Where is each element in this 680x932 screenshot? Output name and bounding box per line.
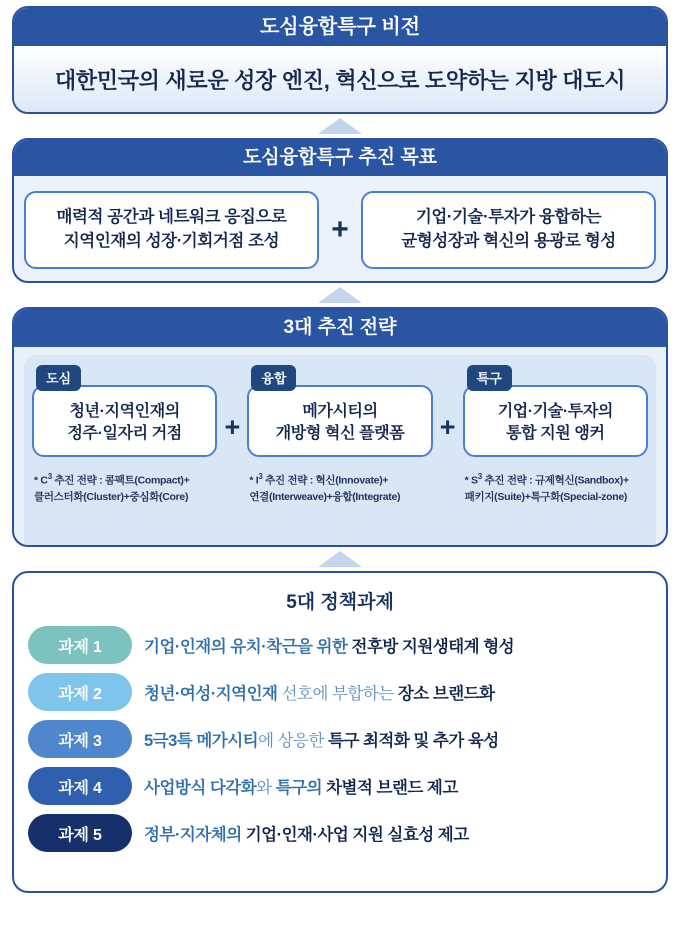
strategy-box-1 [32, 385, 217, 457]
task-text-1 [144, 633, 514, 657]
task-text-4-seg2: 차별적 브랜드 제고 [326, 779, 458, 797]
goal-box-1 [24, 191, 319, 269]
task-text-4-seg1soft: 와 [256, 779, 276, 797]
task-text-2-seg1: 청년·여성·지역인재 [144, 685, 282, 703]
vision-title: 도심융합특구 비전 [14, 8, 666, 46]
strategy-note-3-prefix: * S [464, 474, 478, 487]
goal-box-2 [361, 191, 656, 269]
strategy-note-2-line1: 추진 전략 : 혁신(Innovate)+ [262, 474, 389, 487]
task-text-4 [144, 774, 458, 798]
task-text-1-seg2: 전후방 지원생태계 형성 [351, 638, 515, 656]
task-text-5-seg1: 정부·지자체의 [144, 826, 246, 844]
strategy-note-2-sup: 3 [258, 472, 263, 481]
goal-box-2-line1: 기업·기술·투자가 융합하는 [415, 207, 602, 226]
task-badge-3: 과제 3 [28, 720, 132, 758]
strategy-note-1-prefix: * C [34, 474, 48, 487]
task-text-5 [144, 821, 469, 845]
task-text-2 [144, 680, 495, 704]
strategy-column-3 [463, 365, 648, 545]
task-text-3-seg2: 특구 최적화 및 추가 육성 [328, 732, 499, 750]
vision-card [12, 6, 668, 114]
strategy-box-1-line1: 청년·지역인재의 [69, 402, 180, 420]
tasks-title: 5대 정책과제 [286, 592, 394, 613]
task-text-4-seg1b: 특구의 [275, 779, 327, 797]
strategy-plus-icon-2: + [439, 411, 456, 442]
goal-card [12, 138, 668, 283]
task-text-4-seg1: 사업방식 다각화 [144, 779, 257, 797]
strategy-body [24, 355, 656, 547]
vision-statement: 대한민국의 새로운 성장 엔진, 혁신으로 도약하는 지방 대도시 [14, 46, 666, 112]
strategy-tag-1: 도심 [36, 365, 81, 391]
strategy-note-3-line2: 패키지(Suite)+특구화(Special-zone) [464, 490, 628, 503]
strategy-note-3 [463, 471, 648, 505]
strategy-box-1-line2: 정주·일자리 거점 [67, 425, 182, 442]
strategy-column-1 [32, 365, 217, 545]
strategy-note-2-prefix: * I [249, 474, 259, 487]
strategy-note-1-line1: 추진 전략 : 콤팩트(Compact)+ [51, 474, 190, 487]
task-row [28, 814, 652, 852]
strategy-note-2-line2: 연결(Interweave)+융합(Integrate) [249, 490, 401, 503]
strategy-box-2-line1: 메가시티의 [302, 402, 378, 420]
strategy-title: 3대 추진 전략 [14, 309, 666, 347]
task-badge-2: 과제 2 [28, 673, 132, 711]
strategy-box-3-line2: 통합 지원 앵커 [506, 425, 605, 442]
goal-box-1-line2: 지역인재의 성장·기회거점 조성 [63, 231, 280, 250]
strategy-note-3-sup: 3 [477, 472, 482, 481]
goal-plus-icon: + [331, 212, 349, 246]
strategy-tag-3: 특구 [467, 365, 512, 391]
goal-title: 도심융합특구 추진 목표 [14, 140, 666, 176]
strategy-column-2 [247, 365, 432, 545]
strategy-box-3-line1: 기업·기술·투자의 [497, 402, 613, 420]
strategy-note-3-line1: 추진 전략 : 규제혁신(Sandbox)+ [481, 474, 629, 487]
connector-arrow-goal [318, 287, 362, 303]
strategy-plus-icon-1: + [224, 411, 241, 442]
task-row [28, 767, 652, 805]
task-text-3-seg1: 5극3특 메가시티 [144, 732, 259, 750]
strategy-card [12, 307, 668, 547]
task-text-3 [144, 727, 499, 751]
task-badge-4: 과제 4 [28, 767, 132, 805]
strategy-box-3 [463, 385, 648, 457]
task-text-3-seg1soft: 에 상응한 [258, 732, 329, 750]
connector-arrow-vision [318, 118, 362, 134]
goal-box-1-line1: 매력적 공간과 네트워크 응집으로 [56, 207, 287, 226]
task-text-2-seg2: 장소 브랜드화 [397, 685, 495, 703]
goal-body [14, 176, 666, 283]
strategy-note-1-line2: 클러스터화(Cluster)+중심화(Core) [34, 490, 189, 503]
task-row [28, 720, 652, 758]
strategy-box-2-line2: 개방형 혁신 플랫폼 [275, 425, 405, 442]
strategy-note-2 [247, 471, 432, 505]
task-text-1-seg1: 기업·인재의 유치·착근을 위한 [144, 638, 352, 656]
goal-box-2-line2: 균형성장과 혁신의 용광로 형성 [401, 231, 616, 250]
strategy-tag-2: 융합 [251, 365, 296, 391]
task-row [28, 626, 652, 664]
task-text-5-seg2: 기업·인재·사업 지원 실효성 제고 [245, 826, 469, 844]
connector-arrow-strategy [318, 551, 362, 567]
task-row [28, 673, 652, 711]
tasks-card [12, 571, 668, 893]
task-badge-5: 과제 5 [28, 814, 132, 852]
strategy-box-2 [247, 385, 432, 457]
strategy-note-1 [32, 471, 217, 505]
task-text-2-seg2soft: 선호에 부합하는 [281, 685, 398, 703]
task-badge-1: 과제 1 [28, 626, 132, 664]
strategy-note-1-sup: 3 [47, 472, 52, 481]
